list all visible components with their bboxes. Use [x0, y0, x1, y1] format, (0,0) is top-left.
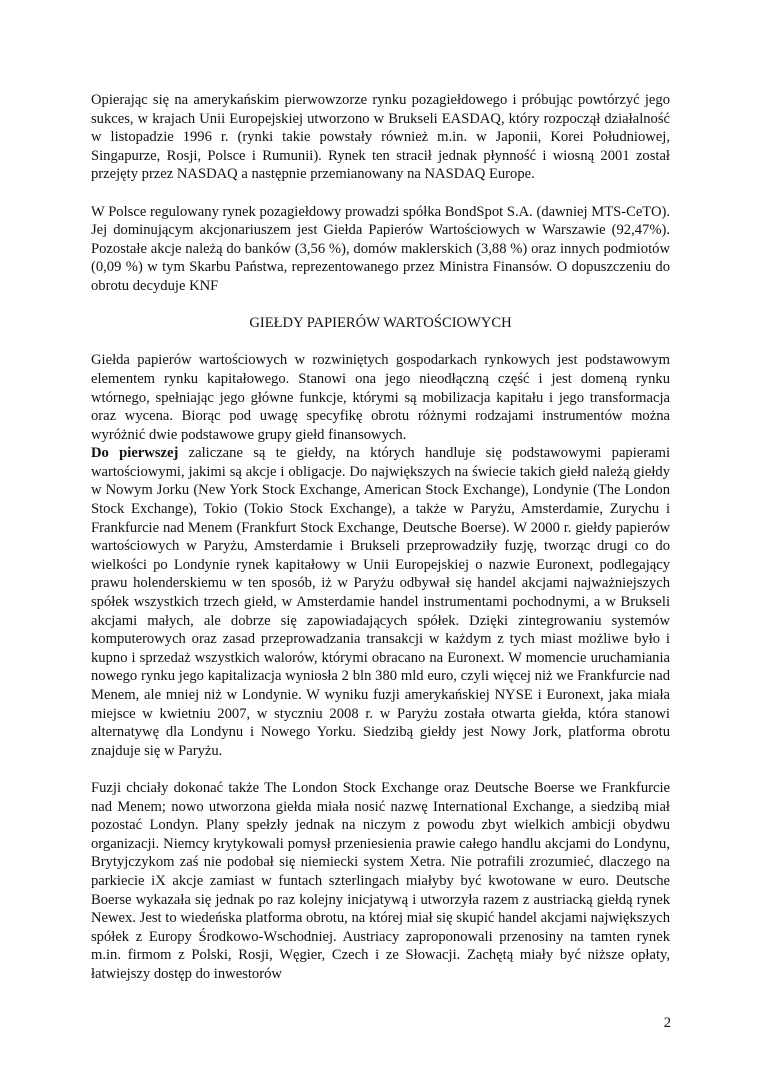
- paragraph-first-group-body: zaliczane są te giełdy, na których handluje się podstawowymi papierami wartościowymi, jakimi są akcje i obligacje. Do największych na świecie takich giełd należą giełdy w Nowym Jorku (New York Stock Exchange, American Stock Exchange), Londynie (The London Stock Exchange), Tokio (Tokio Stock Exchange), a także w Paryżu, Amsterdamie, Zurychu i Frankfurcie nad Menem (Frankfurt Stock Exchange, Deutsche Boerse). W 2000 r. giełdy papierów wartościowych w Paryżu, Amsterdamie i Brukseli przeprowadziły fuzję, tworząc drugi co do wielkości po Londynie rynek kapitałowy w Unii Europejskiej o nazwie Euronext, podlegający prawu holenderskiemu w ten sposób, iż w Paryżu odbywał się handel akcjami najważniejszych spółek wszystkich trzech giełd, w Amsterdamie handel instrumentami pochodnymi, a w Brukseli akcjami małych, ale dobrze się zapowiadających spółek. Dzięki zintegrowaniu systemów komputerowych oraz zasad przeprowadzania transakcji w każdym z tych miast możliwe było i kupno i sprzedaż wszystkich walorów, którymi obracano na Euronext. W momencie uruchamiania nowego rynku jego kapitalizacja wyniosła 2 bln 380 mld euro, czyli więcej niż we Frankfurcie nad Menem, ale mniej niż w Londynie. W wyniku fuzji amerykańskiej NYSE i Euronext, jaka miała miejsce w kwietniu 2007, w styczniu 2008 r. w Paryżu została otwarta giełda, która stanowi alternatywę dla Londynu i Nowego Yorku. Siedzibą giełdy jest Nowy Jork, platforma obrotu znajduje się w Paryżu.: [91, 445, 670, 759]
- paragraph-stock-exchange-intro: Giełda papierów wartościowych w rozwiniętych gospodarkach rynkowych jest podstawowym elementem rynku kapitałowego. Stanowi ona jego nieodłączną część i jest domeną rynku wtórnego, spełniając jego główne funkcje, którymi są mobilizacja kapitału i jego transformacja oraz wycena. Biorąc pod uwagę specyfikę obrotu różnymi rodzajami instrumentów można wyróżnić dwie podstawowe grupy giełd finansowych.: [91, 352, 670, 443]
- page-number: 2: [663, 1015, 671, 1031]
- paragraph-easdaq: Opierając się na amerykańskim pierwowzorze rynku pozagiełdowego i próbując powtórzyć jego sukces, w krajach Unii Europejskiej utworzono w Brukseli EASDAQ, który rozpoczął działalność w listopadzie 1996 r. (rynki takie powstały również m.in. w Japonii, Korei Południowej, Singapurze, Rosji, Polsce i Rumunii). Rynek ten stracił jednak płynność i wiosną 2001 został przejęty przez NASDAQ a następnie przemianowany na NASDAQ Europe.: [91, 92, 670, 183]
- section-heading: GIEŁDY PAPIERÓW WARTOŚCIOWYCH: [249, 315, 512, 332]
- page-content: [91, 91, 670, 984]
- paragraph-merger-attempt: Fuzji chciały dokonać także The London Stock Exchange oraz Deutsche Boerse we Frankfurcie nad Menem; nowo utworzona giełda miała nosić nazwę International Exchange, a siedzibą miał pozostać Londyn. Plany spełzły jednak na niczym z powodu zbyt wielkich ambicji obydwu organizacji. Niemcy krytykowali pomysł przeniesienia prawie całego handlu akcjami do Londynu, Brytyjczykom zaś nie podobał się niemiecki system Xetra. Nie potrafili zrozumieć, dlaczego na parkiecie iX akcje zamiast w funtach szterlingach miałyby być kwotowane w euro. Deutsche Boerse wykazała się jednak po raz kolejny inicjatywą i utworzyła razem z austriacką giełdą rynek Newex. Jest to wiedeńska platforma obrotu, na której miał się skupić handel akcjami największych spółek z Europy Środkowo-Wschodniej. Austriacy zaproponowali przenosiny na tamten rynek m.in. firmom z Polski, Rosji, Węgier, Czech i ze Słowacji. Zachętą miały być niższe opłaty, łatwiejszy dostęp do inwestorów: [91, 779, 670, 982]
- paragraph-bondspot: W Polsce regulowany rynek pozagiełdowy prowadzi spółka BondSpot S.A. (dawniej MTS-CeTO). Jej dominującym akcjonariuszem jest Giełda Papierów Wartościowych w Warszawie (92,47%). Pozostałe akcje należą do banków (3,56 %), domów maklerskich (3,88 %) oraz innych podmiotów (0,09 %) w tym Skarbu Państwa, reprezentowanego przez Ministra Finansów. O dopuszczeniu do obrotu decyduje KNF: [91, 203, 670, 294]
- paragraph-first-group: [91, 444, 670, 760]
- paragraph-first-group-lead: Do pierwszej: [91, 445, 179, 462]
